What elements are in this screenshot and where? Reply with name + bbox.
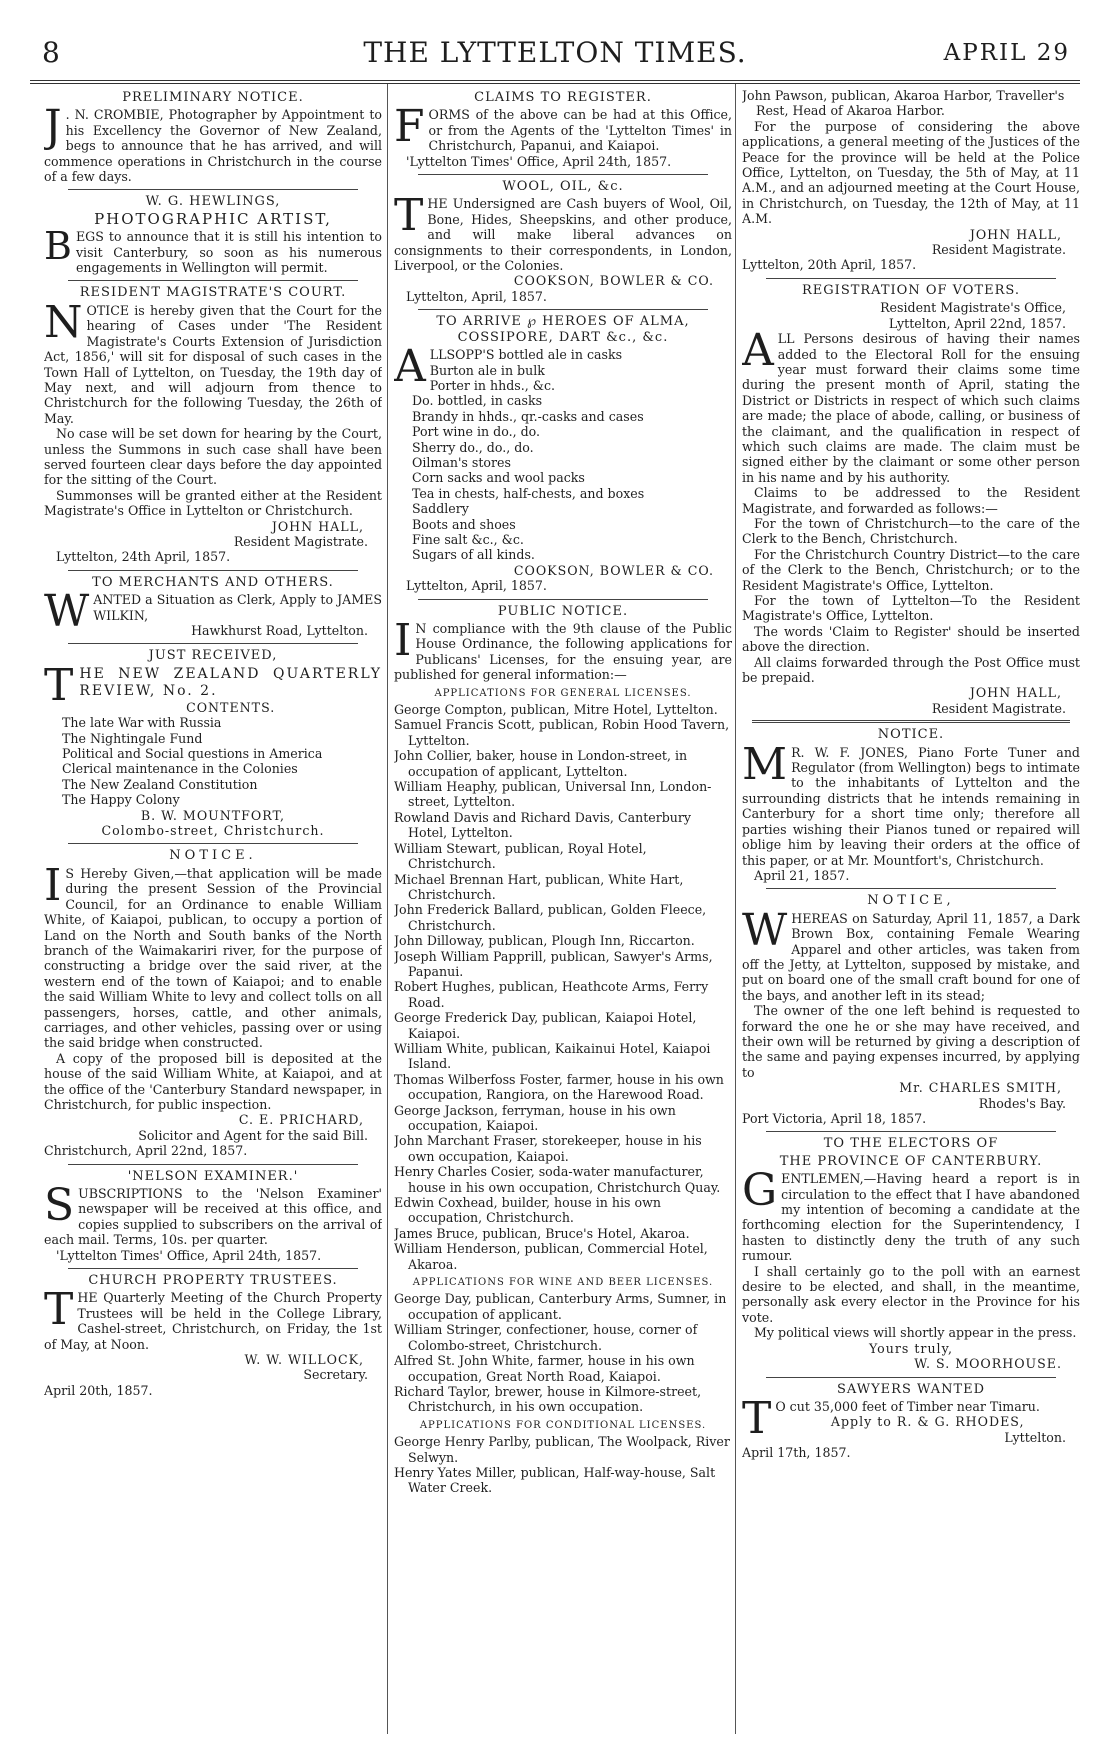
signature: C. E. PRICHARD, — [238, 1112, 364, 1128]
license-entry: Michael Brennan Hart, publican, White Hart, Christchurch. — [394, 871, 684, 902]
separator — [68, 843, 358, 844]
advert-body: ORMS of the above can be had at this Office, or from the Agents of the 'Lyttelton Times' in Christchurch, Papanui, and Kaiapoi. — [428, 107, 732, 154]
license-entry: John Pawson, publican, Akaroa Harbor, Traveller's Rest, Head of Akaroa Harbor. — [742, 88, 1065, 119]
drop-cap: M — [742, 738, 788, 790]
separator — [418, 599, 708, 600]
signature-title: Resident Magistrate. — [931, 242, 1066, 258]
advert-body: LL Persons desirous of having their names added to the Electoral Roll for the ensuing year must forward their claims some time during the present month of April, stating the District or Districts in respect of which such claims are made; the place of abode, calling, or business of the claimant, and the qualification in respect of which such claims are made. The claim must be signed either by the claimant or some other person in his name and by his authority. — [742, 331, 1080, 485]
drop-cap: G — [742, 1165, 778, 1217]
advert-body: HE Quarterly Meeting of the Church Property Trustees will be held in the College Library, Cashel-street, Christchurch, on Friday, the 1st of May, at Noon. — [44, 1290, 382, 1352]
goods-item: Sherry do., do., do. — [412, 439, 534, 455]
advert-body: HE Undersigned are Cash buyers of Wool, Oil, Bone, Hides, Sheepskins, and other produce, and will make liberal advances on consignments to their correspondents, in London, Liverpool, or the Colonies. — [394, 196, 732, 274]
advert-body: OTICE is hereby given that the Court for the hearing of Cases under 'The Resident Magistrate's Courts Extension of Jurisdiction Act, 1856,' will sit for disposal of such cases in the Town Hall of Lyttelton, on Tuesday, the 19th day of May next, and will adjourn from thence to Christchurch for the following Tuesday, the 26th of May. — [44, 302, 382, 426]
license-entry: George Compton, publican, Mitre Hotel, Lyttelton. — [394, 702, 718, 718]
advert-date: 'Lyttelton Times' Office, April 24th, 1857. — [406, 153, 672, 169]
advert-date: 'Lyttelton Times' Office, April 24th, 1857. — [56, 1247, 322, 1263]
contents-item: Clerical maintenance in the Colonies — [62, 761, 298, 777]
advert-heading: NOTICE, — [867, 893, 955, 909]
advert-sawyers — [742, 1382, 1080, 1461]
drop-cap: A — [742, 325, 774, 377]
advert-bridge-notice — [44, 848, 382, 1158]
goods-item: Sugars of all kinds. — [412, 547, 535, 563]
advert-electors — [742, 1136, 1080, 1371]
advert-date: Lyttelton, 20th April, 1857. — [742, 257, 917, 273]
advert-paragraph: A copy of the proposed bill is deposited at the house of the said William White, at Kaiapoi, and at the office of the 'Canterbury Standard newspaper, in Christchurch, for public inspection. — [44, 1050, 382, 1112]
separator — [68, 1268, 358, 1269]
advert-date: Lyttelton, April, 1857. — [406, 288, 547, 304]
license-entry: William Heaphy, publican, Universal Inn, London-street, Lyttelton. — [394, 779, 712, 810]
license-entry: Henry Yates Miller, publican, Half-way-house, Salt Water Creek. — [394, 1464, 716, 1496]
advert-date: April 17th, 1857. — [742, 1445, 851, 1461]
column-3 — [742, 88, 1080, 1728]
license-entry: William Stringer, confectioner, house, corner of Colombo-street, Christchurch. — [394, 1322, 698, 1353]
advert-heading: THE PROVINCE OF CANTERBURY. — [779, 1153, 1043, 1169]
license-entry: Samuel Francis Scott, publican, Robin Hood Tavern, Lyttelton. — [394, 717, 730, 748]
advert-body: HEREAS on Saturday, April 11, 1857, a Dark Brown Box, containing Female Wearing Apparel and other articles, was taken from off the Jetty, at Lyttelton, supposed by mistake, and put on board one of the small craft bound for one of the bays, and another left in its stead; — [742, 910, 1080, 1003]
contents-item: The New Zealand Constitution — [62, 776, 258, 792]
advert-paragraph: For the Christchurch Country District—to the care of the Clerk to the Bench, Christchurch; or to the Resident Magistrate's Office, Lyttelton. — [742, 546, 1080, 593]
advert-paragraph: My political views will shortly appear in the press. — [754, 1325, 1077, 1341]
separator — [766, 278, 1056, 279]
advert-church-trustees — [44, 1273, 382, 1398]
contents-item: The Happy Colony — [62, 792, 180, 808]
advert-heading: TO THE ELECTORS OF — [823, 1136, 999, 1152]
goods-item: Tea in chests, half-chests, and boxes — [412, 485, 645, 501]
advert-paragraph: All claims forwarded through the Post Office must be prepaid. — [742, 654, 1080, 686]
separator — [68, 1164, 358, 1165]
separator — [766, 1131, 1056, 1132]
license-entry: William Henderson, publican, Commercial Hotel, Akaroa. — [394, 1241, 708, 1272]
drop-cap: T — [44, 659, 76, 711]
separator — [418, 174, 708, 175]
advert-paragraph: No case will be set down for hearing by the Court, unless the Summons in such case shall have been served fourteen clear days before the day appointed for the sitting of the Court. — [44, 426, 382, 488]
advert-date: Christchurch, April 22nd, 1857. — [44, 1143, 248, 1159]
advert-address: Lyttelton. — [1004, 1429, 1066, 1445]
drop-cap: F — [394, 101, 425, 153]
office-line: Resident Magistrate's Office, — [880, 300, 1066, 316]
advert-date: Lyttelton, 24th April, 1857. — [56, 549, 231, 565]
review-title: HE NEW ZEALAND QUARTERLY REVIEW, No. 2. — [79, 665, 382, 699]
license-subheading: APPLICATIONS FOR GENERAL LICENSES. — [434, 687, 692, 699]
advert-heading: REGISTRATION OF VOTERS. — [802, 282, 1020, 298]
advert-body: S Hereby Given,—that application will be made during the present Session of the Provincial Council, for an Ordinance to enable William White, of Kaiapoi, publican, to occupy a portion of Land on the North and South banks of the North branch of the Waimakariri river, for the purpose of constructing a bridge over the said river, at the western end of the town of Kaiapoi; and to enable the said William White to levy and collect tolls on all passengers, horses, cattle, and other animals, carriages, and other vehicles, passing over or using the said bridge when constructed. — [44, 865, 382, 1051]
advert-heading: TO ARRIVE ℘ HEROES OF ALMA, COSSIPORE, DART &c., &c. — [436, 314, 690, 345]
separator — [766, 1377, 1056, 1378]
signature: JOHN HALL, — [969, 685, 1062, 701]
goods-item: Brandy in hhds., qr.-casks and cases — [412, 408, 644, 424]
drop-cap: T — [394, 190, 424, 242]
goods-item: Oilman's stores — [412, 454, 511, 470]
license-entry: William Stewart, publican, Royal Hotel, Christchurch. — [394, 840, 647, 872]
advert-body: O cut 35,000 feet of Timber near Timaru. — [775, 1398, 1040, 1414]
page-number: 8 — [42, 36, 60, 69]
signature: W. S. MOORHOUSE. — [914, 1356, 1062, 1372]
separator — [418, 309, 708, 310]
advert-claims — [394, 90, 732, 169]
goods-item: Porter in hhds., &c. — [429, 377, 556, 393]
column-divider — [735, 84, 736, 1734]
signature-title: Solicitor and Agent for the said Bill. — [138, 1127, 368, 1143]
advert-heading: TO MERCHANTS AND OTHERS. — [92, 574, 334, 590]
license-entry: John Marchant Fraser, storekeeper, house in his own occupation, Kaiapoi. — [394, 1133, 702, 1164]
signature: COOKSON, BOWLER & CO. — [513, 562, 714, 578]
signature: Mr. CHARLES SMITH, — [899, 1080, 1062, 1096]
drop-cap: A — [394, 341, 426, 393]
drop-cap: W — [44, 586, 90, 638]
license-subheading: APPLICATIONS FOR WINE AND BEER LICENSES. — [412, 1277, 714, 1289]
advert-body: LLSOPP'S bottled ale in casks — [429, 347, 623, 363]
masthead — [30, 34, 1080, 78]
advert-address: Hawkhurst Road, Lyttelton. — [191, 623, 368, 638]
column-1 — [44, 88, 382, 1728]
masthead-rule — [30, 80, 1080, 84]
advert-paragraph: For the purpose of considering the above applications, a general meeting of the Justices of the Peace for the province will be held at the Police Office, Lyttelton, on Tuesday, the 5th of May, at 11 A.M., and an adjourned meeting at the Court House, in Christchurch, on Tuesday, the 12th of May, at 11 A.M. — [742, 118, 1080, 227]
goods-item: Fine salt &c., &c. — [412, 531, 524, 547]
goods-item: Do. bottled, in casks — [412, 393, 543, 409]
advert-heading: NOTICE. — [169, 848, 257, 864]
goods-item: Boots and shoes — [412, 516, 516, 532]
license-entry: George Day, publican, Canterbury Arms, Sumner, in occupation of applicant. — [394, 1291, 727, 1322]
advert-nelson-examiner — [44, 1169, 382, 1263]
advert-body: EGS to announce that it is still his intention to visit Canterbury, so soon as his numerous engagements in Wellington will permit. — [75, 229, 382, 276]
issue-date: APRIL 29 — [943, 40, 1070, 66]
advert-paragraph: The words 'Claim to Register' should be inserted above the direction. — [742, 623, 1080, 655]
advert-body: . N. CROMBIE, Photographer by Appointment to his Excellency the Governor of New Zealand, begs to announce that he has arrived, and will commence operations in Christchurch in the course of a few days. — [44, 107, 382, 185]
goods-item: Burton ale in bulk — [429, 362, 545, 378]
advert-preliminary-notice — [44, 90, 382, 184]
license-entry: Thomas Wilberfoss Foster, farmer, house in his own occupation, Rangiora, on the Harewood Road. — [394, 1071, 724, 1103]
advert-heading: WOOL, OIL, &c. — [502, 179, 624, 195]
advert-heading: CHURCH PROPERTY TRUSTEES. — [88, 1273, 338, 1289]
drop-cap: N — [44, 296, 83, 348]
advert-heading: SAWYERS WANTED — [836, 1381, 986, 1397]
separator — [68, 570, 358, 571]
separator — [68, 280, 358, 281]
drop-cap: W — [742, 904, 788, 956]
advert-body: N compliance with the 9th clause of the Public House Ordinance, the following applications for Publicans' Licenses, for the ensuing year, are published for general information:— — [394, 621, 732, 683]
double-rule — [752, 720, 1070, 723]
newspaper-title: THE LYTTELTON TIMES. — [363, 36, 747, 69]
advert-heading: CLAIMS TO REGISTER. — [474, 90, 652, 105]
contents-label: CONTENTS. — [186, 699, 276, 715]
signature-title: Resident Magistrate. — [931, 700, 1066, 716]
advert-heading: JUST RECEIVED, — [148, 648, 278, 664]
advert-paragraph: I shall certainly go to the poll with an earnest desire to be elected, and shall, in the meantime, personally ask every elector in the Province for his vote. — [742, 1263, 1080, 1325]
license-entry: Joseph William Papprill, publican, Sawyer's Arms, Papanui. — [394, 948, 713, 979]
drop-cap: I — [44, 859, 62, 911]
goods-item: Saddlery — [412, 501, 469, 517]
advert-heading: W. G. HEWLINGS, — [145, 194, 281, 210]
license-entry: James Bruce, publican, Bruce's Hotel, Akaroa. — [394, 1225, 690, 1241]
signature-title: Secretary. — [303, 1367, 368, 1383]
advert-heading: 'NELSON EXAMINER.' — [127, 1168, 299, 1184]
advert-paragraph: Summonses will be granted either at the Resident Magistrate's Office in Lyttelton or Christchurch. — [44, 487, 382, 519]
license-entry: John Dilloway, publican, Plough Inn, Riccarton. — [394, 933, 695, 949]
advert-paragraph: For the town of Lyttelton—To the Resident Magistrate's Office, Lyttelton. — [742, 593, 1080, 624]
advert-heading: PRELIMINARY NOTICE. — [122, 90, 304, 105]
license-subheading: APPLICATIONS FOR CONDITIONAL LICENSES. — [419, 1419, 707, 1431]
signature: B. W. MOUNTFORT, — [140, 807, 286, 823]
signature: COOKSON, BOWLER & CO. — [513, 273, 714, 289]
drop-cap: J — [44, 101, 62, 153]
license-entry: John Collier, baker, house in London-street, in occupation of applicant, Lyttelton. — [394, 748, 688, 779]
advert-heading: NOTICE. — [877, 727, 945, 743]
advert-date: April 20th, 1857. — [44, 1382, 153, 1398]
advert-address: Colombo-street, Christchurch. — [101, 823, 325, 839]
advert-quarterly-review — [44, 648, 382, 838]
license-entry: George Henry Parlby, publican, The Woolpack, River Selwyn. — [394, 1434, 730, 1465]
separator — [766, 888, 1056, 889]
drop-cap: I — [394, 615, 412, 666]
advert-date: Lyttelton, April 22nd, 1857. — [888, 315, 1066, 331]
column-divider — [387, 84, 388, 1734]
license-entry: Robert Hughes, publican, Heathcote Arms, Ferry Road. — [394, 979, 709, 1010]
license-entry: Edwin Coxhead, builder, house in his own occupation, Christchurch. — [394, 1195, 661, 1226]
license-entry: Alfred St. John White, farmer, house in his own occupation, Great North Road, Kaiapoi. — [394, 1353, 695, 1384]
advert-body: R. W. F. JONES, Piano Forte Tuner and Regulator (from Wellington) begs to intimate to the inhabitants of Lyttelton and the surrounding districts that he intends remaining in Canterbury for a short time only; therefore all parties wishing their Pianos tuned or repaired will oblige him by leaving their orders at the office of this paper, or at Mr. Mountfort's, Christchurch. — [742, 744, 1080, 868]
goods-item: Corn sacks and wool packs — [412, 470, 585, 486]
advert-public-notice-continued — [742, 88, 1080, 273]
signature-title: Rhodes's Bay. — [978, 1095, 1066, 1111]
drop-cap: T — [742, 1392, 772, 1444]
license-entry: Richard Taylor, brewer, house in Kilmore-street, Christchurch, in his own occupation. — [394, 1383, 702, 1415]
advert-body: ENTLEMEN,—Having heard a report is in circulation to the effect that I have abandoned my intention of becoming a candidate at the forthcoming election for the Superintendency, I hasten to distinctly deny the truth of any such rumour. — [742, 1171, 1080, 1264]
advert-date: Lyttelton, April, 1857. — [406, 578, 547, 594]
separator — [68, 643, 358, 644]
signature: JOHN HALL, — [271, 518, 364, 534]
advert-date: Port Victoria, April 18, 1857. — [742, 1111, 927, 1126]
column-2 — [394, 88, 732, 1728]
goods-item: Port wine in do., do. — [412, 424, 541, 440]
advert-body: UBSCRIPTIONS to the 'Nelson Examiner' newspaper will be received at this office, and copies supplied to subscribers on the arrival of each mail. Terms, 10s. per quarter. — [44, 1186, 382, 1248]
advert-heading: PUBLIC NOTICE. — [497, 603, 629, 619]
advert-paragraph: For the town of Christchurch—to the care of the Clerk to the Bench, Christchurch. — [742, 515, 1080, 547]
advert-piano-tuner — [742, 727, 1080, 883]
license-entry: John Frederick Ballard, publican, Golden Fleece, Christchurch. — [394, 902, 707, 933]
advert-wool — [394, 179, 732, 304]
advert-date: April 21, 1857. — [754, 867, 850, 883]
license-entry: George Jackson, ferryman, house in his own occupation, Kaiapoi. — [394, 1102, 676, 1133]
advert-dark-brown-box — [742, 893, 1080, 1126]
separator — [68, 189, 358, 190]
advert-rm-court — [44, 285, 382, 564]
drop-cap: S — [44, 1180, 75, 1231]
contents-item: Political and Social questions in America — [62, 746, 323, 762]
advert-registration — [742, 283, 1080, 716]
license-entry: Rowland Davis and Richard Davis, Canterbury Hotel, Lyttelton. — [394, 809, 692, 841]
advert-heading: RESIDENT MAGISTRATE'S COURT. — [79, 285, 347, 301]
advert-paragraph: The owner of the one left behind is requested to forward the one he or she may have received, and their own will be returned by giving a description of the same and paying expenses incurred, by applying to — [742, 1003, 1080, 1080]
advert-hewlings — [44, 194, 382, 275]
contents-item: The Nightingale Fund — [62, 730, 203, 746]
signature: W. W. WILLOCK, — [244, 1352, 364, 1368]
drop-cap: B — [44, 224, 72, 269]
license-entry: Henry Charles Cosier, soda-water manufacturer, house in his own occupation, Christchurch Quay. — [394, 1164, 721, 1195]
drop-cap: T — [44, 1284, 74, 1336]
advert-body: ANTED a Situation as Clerk, Apply to JAMES WILKIN, — [93, 592, 382, 623]
advert-alma — [394, 314, 732, 593]
signature-title: Resident Magistrate. — [233, 533, 368, 549]
license-entry: William White, publican, Kaikainui Hotel, Kaiapoi Island. — [394, 1040, 711, 1072]
advert-paragraph: Claims to be addressed to the Resident Magistrate, and forwarded as follows:— — [742, 485, 1080, 516]
signature: JOHN HALL, — [969, 226, 1062, 242]
apply-line: Apply to R. & G. RHODES, — [830, 1414, 1025, 1430]
advert-merchants — [44, 575, 382, 639]
advert-subheading: PHOTOGRAPHIC ARTIST, — [94, 209, 332, 228]
advert-public-notice — [394, 604, 732, 1496]
closing: Yours truly, — [868, 1340, 954, 1356]
contents-item: The late War with Russia — [62, 715, 222, 731]
license-entry: George Frederick Day, publican, Kaiapoi Hotel, Kaiapoi. — [394, 1010, 697, 1041]
